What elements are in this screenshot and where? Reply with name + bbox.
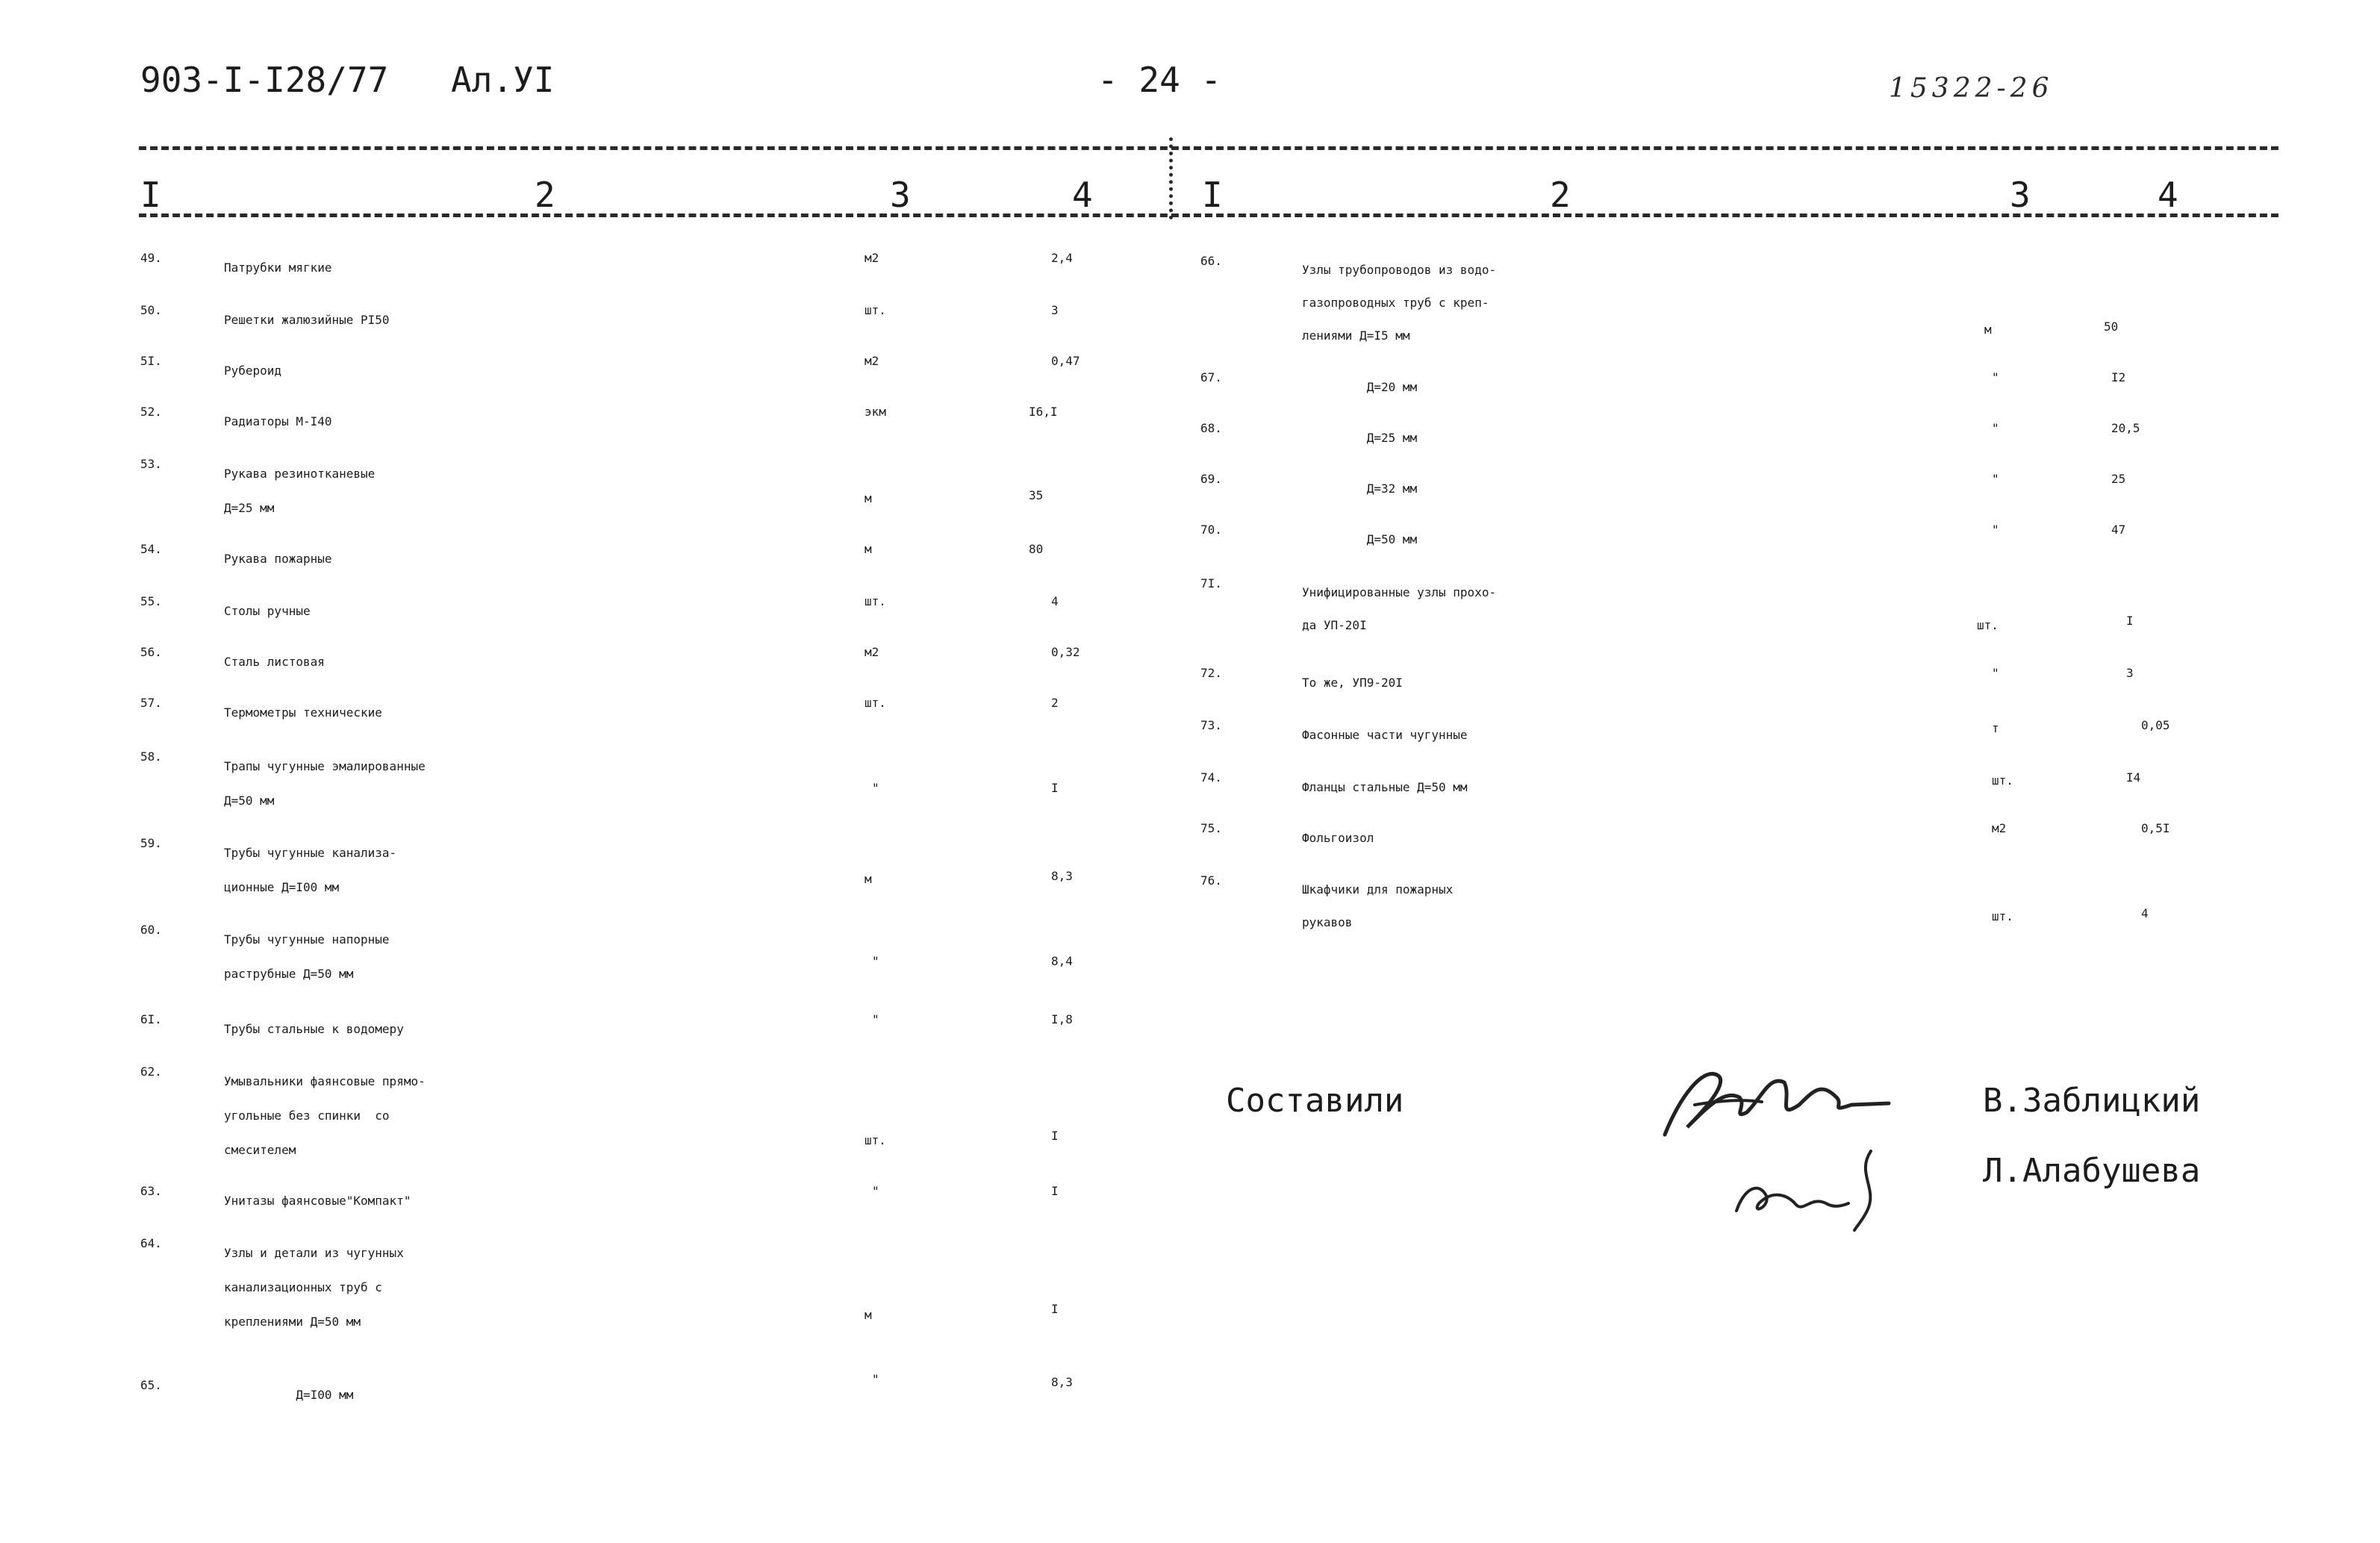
row-unit: ": [1992, 666, 1999, 680]
row-unit: м: [1984, 322, 1992, 337]
row-description: Трубы чугунные канализа- ционные Д=I00 мм: [224, 846, 397, 894]
row-number: 60.: [140, 923, 162, 937]
right-col-header-1: I: [1202, 175, 1223, 215]
row-unit: м2: [865, 251, 879, 265]
row-description: Д=25 мм: [1302, 431, 1418, 445]
row-unit: шт.: [1992, 773, 2013, 788]
signature-1: [1650, 1053, 1896, 1150]
row-quantity: 4: [2141, 906, 2149, 920]
center-column-divider: [1169, 137, 1173, 219]
row-quantity: I: [1051, 1302, 1059, 1316]
row-description: Д=50 мм: [1302, 532, 1418, 546]
row-description: Трапы чугунные эмалированные Д=50 мм: [224, 759, 426, 808]
row-description: Рубероид: [224, 364, 282, 378]
row-description: Д=32 мм: [1302, 481, 1418, 496]
row-description: Д=I00 мм: [224, 1388, 354, 1402]
row-quantity: 47: [2111, 523, 2126, 537]
row-unit: ": [872, 1012, 879, 1026]
row-description: Патрубки мягкие: [224, 261, 332, 275]
row-quantity: I: [1051, 1129, 1059, 1143]
row-number: 55.: [140, 594, 162, 608]
row-description: Умывальники фаянсовые прямо- угольные без спинки со смесителем: [224, 1074, 426, 1157]
row-unit: ": [872, 954, 879, 968]
row-quantity: 25: [2111, 472, 2126, 486]
row-number: 59.: [140, 836, 162, 850]
row-unit: м: [865, 542, 872, 556]
row-quantity: 35: [1029, 488, 1044, 502]
left-col-header-2: 2: [535, 175, 555, 215]
doc-code: 903-I-I28/77: [140, 60, 389, 100]
row-unit: шт.: [865, 594, 886, 608]
top-dashed-rule: [139, 146, 2278, 150]
row-number: 56.: [140, 645, 162, 659]
row-quantity: I2: [2111, 370, 2126, 384]
row-number: 58.: [140, 749, 162, 764]
row-number: 7I.: [1200, 576, 1222, 590]
row-number: 49.: [140, 251, 162, 265]
row-description: Унитазы фаянсовые"Компакт": [224, 1194, 411, 1208]
row-description: Фланцы стальные Д=50 мм: [1302, 780, 1468, 794]
row-description: Решетки жалюзийные PI50: [224, 313, 390, 327]
row-description: Рукава пожарные: [224, 552, 332, 566]
row-number: 50.: [140, 303, 162, 317]
row-number: 67.: [1200, 370, 1222, 384]
row-description: Столы ручные: [224, 604, 311, 618]
row-description: Д=20 мм: [1302, 380, 1418, 394]
right-col-header-4: 4: [2158, 175, 2178, 215]
row-unit: т: [1992, 721, 1999, 735]
row-quantity: 3: [1051, 303, 1059, 317]
row-description: Узлы трубопроводов из водо- газопроводных труб с креп- лениями Д=I5 мм: [1302, 263, 1497, 343]
row-number: 72.: [1200, 666, 1222, 680]
row-quantity: I6,I: [1029, 405, 1058, 419]
row-number: 52.: [140, 405, 162, 419]
row-unit: экм: [865, 405, 886, 419]
row-quantity: I: [1051, 1184, 1059, 1198]
row-number: 76.: [1200, 873, 1222, 888]
row-quantity: 50: [2104, 319, 2119, 334]
compiled-by-label: Составили: [1226, 1082, 1404, 1120]
row-description: Фольгоизол: [1302, 831, 1374, 845]
row-quantity: 2,4: [1051, 251, 1073, 265]
row-quantity: 4: [1051, 594, 1059, 608]
row-number: 5I.: [140, 354, 162, 368]
row-unit: ": [872, 781, 879, 795]
row-unit: м: [865, 491, 872, 505]
row-unit: м2: [1992, 821, 2007, 835]
row-unit: ": [1992, 523, 1999, 537]
row-unit: шт.: [865, 696, 886, 710]
left-col-header-4: 4: [1072, 175, 1093, 215]
row-quantity: 8,3: [1051, 869, 1073, 883]
row-quantity: 0,47: [1051, 354, 1080, 368]
row-number: 66.: [1200, 254, 1222, 268]
row-description: Узлы и детали из чугунных канализационных труб с креплениями Д=50 мм: [224, 1246, 404, 1329]
row-quantity: 20,5: [2111, 421, 2140, 435]
row-description: Трубы чугунные напорные раструбные Д=50 мм: [224, 932, 390, 981]
row-description: Сталь листовая: [224, 655, 325, 669]
row-number: 54.: [140, 542, 162, 556]
row-quantity: 8,4: [1051, 954, 1073, 968]
row-description: Термометры технические: [224, 705, 382, 720]
row-unit: ": [872, 1184, 879, 1198]
row-number: 69.: [1200, 472, 1222, 486]
archive-number: 15322-26: [1889, 73, 2054, 104]
row-unit: м2: [865, 645, 879, 659]
row-unit: ": [872, 1372, 879, 1386]
row-number: 64.: [140, 1236, 162, 1250]
row-unit: м: [865, 872, 872, 886]
row-description: Шкафчики для пожарных рукавов: [1302, 882, 1454, 929]
row-unit: шт.: [865, 303, 886, 317]
row-quantity: 0,5I: [2141, 821, 2170, 835]
row-quantity: I: [2126, 614, 2134, 628]
row-description: Радиаторы М-I40: [224, 414, 332, 428]
row-quantity: 80: [1029, 542, 1044, 556]
row-number: 70.: [1200, 523, 1222, 537]
row-unit: шт.: [1977, 618, 1999, 632]
row-number: 65.: [140, 1378, 162, 1392]
row-description: Трубы стальные к водомеру: [224, 1022, 404, 1036]
row-unit: м: [865, 1308, 872, 1322]
row-unit: ": [1992, 370, 1999, 384]
row-unit: м2: [865, 354, 879, 368]
row-unit: шт.: [1992, 909, 2013, 923]
row-number: 62.: [140, 1064, 162, 1079]
row-number: 68.: [1200, 421, 1222, 435]
row-quantity: I,8: [1051, 1012, 1073, 1026]
row-quantity: 0,05: [2141, 718, 2170, 732]
row-number: 57.: [140, 696, 162, 710]
row-description: Фасонные части чугунные: [1302, 728, 1468, 742]
row-number: 74.: [1200, 770, 1222, 785]
page-number: - 24 -: [1097, 60, 1222, 100]
row-number: 53.: [140, 457, 162, 471]
left-col-header-3: 3: [890, 175, 911, 215]
row-number: 63.: [140, 1184, 162, 1198]
row-description: Рукава резинотканевые Д=25 мм: [224, 467, 376, 515]
right-col-header-2: 2: [1550, 175, 1571, 215]
album-code: Ал.УI: [451, 60, 555, 100]
right-col-header-3: 3: [2010, 175, 2031, 215]
signer-name-2: Л.Алабушева: [1983, 1152, 2201, 1190]
left-col-header-1: I: [140, 175, 161, 215]
row-unit: ": [1992, 421, 1999, 435]
row-quantity: 3: [2126, 666, 2134, 680]
signer-name-1: В.Заблицкий: [1983, 1082, 2201, 1120]
row-quantity: I: [1051, 781, 1059, 795]
row-number: 73.: [1200, 718, 1222, 732]
row-number: 6I.: [140, 1012, 162, 1026]
row-description: Унифицированные узлы прохо- да УП-20I: [1302, 585, 1497, 632]
signature-2: [1729, 1144, 1901, 1233]
row-quantity: 8,3: [1051, 1375, 1073, 1389]
row-number: 75.: [1200, 821, 1222, 835]
row-quantity: 2: [1051, 696, 1059, 710]
row-description: То же, УП9-20I: [1302, 676, 1403, 690]
row-unit: ": [1992, 472, 1999, 486]
row-quantity: I4: [2126, 770, 2141, 785]
row-unit: шт.: [865, 1133, 886, 1147]
row-quantity: 0,32: [1051, 645, 1080, 659]
